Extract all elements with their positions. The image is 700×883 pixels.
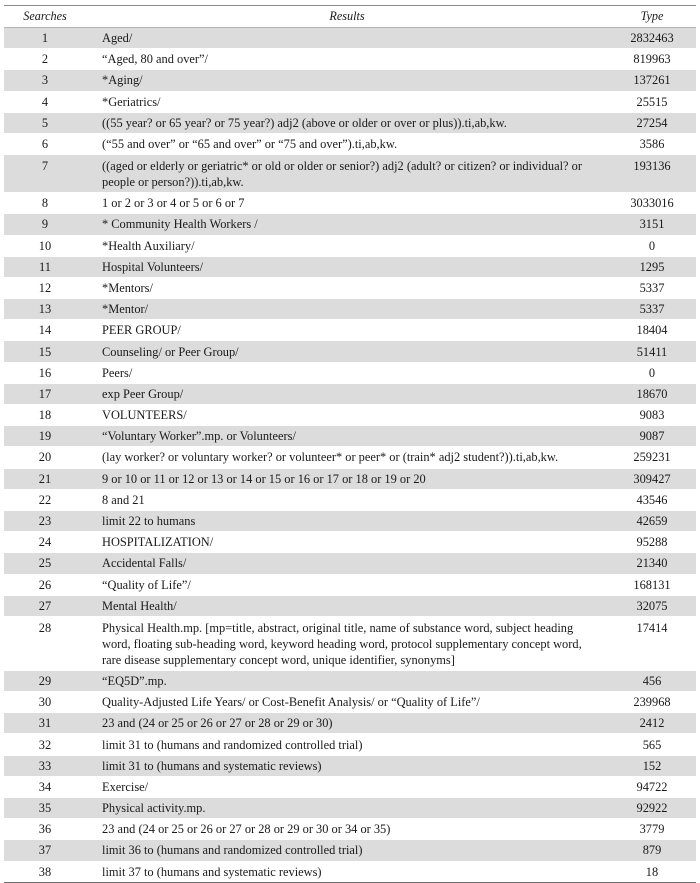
result-count: 17414 — [636, 620, 668, 635]
search-query: Physical activity.mp. — [86, 798, 608, 819]
result-count: 51411 — [608, 341, 696, 362]
result-count: 456 — [608, 670, 696, 691]
table-row — [4, 595, 696, 616]
search-number: 15 — [4, 341, 86, 362]
search-number: 33 — [4, 755, 86, 776]
search-number: 38 — [38, 864, 52, 879]
table-row — [4, 155, 696, 193]
table-row — [4, 616, 696, 670]
search-query: limit 31 to (humans and randomized controlled trial) — [102, 737, 363, 752]
search-number: 4 — [41, 94, 49, 109]
search-number: 19 — [4, 426, 86, 447]
search-query: Mental Health/ — [86, 595, 608, 616]
table-row — [4, 405, 696, 426]
search-query: PEER GROUP/ — [102, 323, 181, 338]
result-count: 18670 — [608, 383, 696, 404]
result-count: 3779 — [639, 822, 665, 837]
search-query: exp Peer Group/ — [86, 383, 608, 404]
search-number: 8 — [41, 196, 49, 211]
search-query: ((55 year? or 65 year? or 75 year?) adj2 (above or older or over or plus)).ti,ab,kw. — [86, 112, 608, 133]
search-number: 16 — [38, 365, 52, 380]
table-row — [4, 28, 696, 49]
result-count: 259231 — [633, 450, 671, 465]
table-row — [4, 692, 696, 713]
search-query: HOSPITALIZATION/ — [102, 535, 214, 550]
search-number: 14 — [38, 323, 52, 338]
table-row — [4, 574, 696, 595]
table-row — [4, 734, 696, 755]
search-query: “Aged, 80 and over”/ — [102, 52, 208, 67]
search-query: VOLUNTEERS/ — [102, 408, 187, 423]
search-query: (lay worker? or voluntary worker? or volunteer* or peer* or (train* adj2 student?)).ti,ab,kw. — [102, 450, 559, 465]
search-number: 24 — [38, 535, 52, 550]
table-row — [4, 133, 696, 154]
search-query: limit 37 to (humans and systematic reviews) — [102, 864, 322, 879]
search-number: 27 — [4, 595, 86, 616]
search-query: (“55 and over” or “65 and over” or “75 and over”).ti,ab,kw. — [102, 137, 398, 152]
search-query: limit 36 to (humans and randomized controlled trial) — [86, 840, 608, 861]
result-count: 5337 — [639, 280, 665, 295]
header-searches: Searches — [23, 9, 67, 23]
search-number: 17 — [4, 383, 86, 404]
search-number: 28 — [38, 620, 52, 635]
search-number: 2 — [41, 52, 49, 67]
search-query: ((aged or elderly or geriatric* or old or older or senior?) adj2 (adult? or citizen? or individual? or people or person?)).ti,ab,kw. — [86, 155, 608, 193]
result-count: 0 — [648, 365, 656, 380]
result-count: 95288 — [636, 535, 668, 550]
result-count: 18 — [645, 864, 659, 879]
result-count: 3586 — [639, 137, 665, 152]
search-number: 12 — [38, 280, 52, 295]
result-count: 0 — [648, 238, 656, 253]
table-row — [4, 798, 696, 819]
table-row — [4, 362, 696, 383]
search-number: 3 — [4, 70, 86, 91]
search-number: 11 — [4, 256, 86, 277]
result-count: 43546 — [636, 492, 668, 507]
search-number: 21 — [4, 468, 86, 489]
search-number: 23 — [4, 510, 86, 531]
table-row — [4, 510, 696, 531]
search-query: Physical Health.mp. [mp=title, abstract, original title, name of substance word, subject heading word, floating sub-heading word, keyword heading word, protocol supplementary concept word, rare disease supplementary concept word, unique identifier, synonyms] — [102, 620, 582, 667]
search-query: *Geriatrics/ — [102, 94, 161, 109]
result-count: 25515 — [636, 94, 668, 109]
search-query: “Voluntary Worker”.mp. or Volunteers/ — [86, 426, 608, 447]
result-count: 193136 — [608, 155, 696, 193]
search-number: 7 — [4, 155, 86, 193]
search-query: *Mentor/ — [86, 299, 608, 320]
search-number: 6 — [41, 137, 49, 152]
search-query: 23 and (24 or 25 or 26 or 27 or 28 or 29 or 30 or 34 or 35) — [102, 822, 391, 837]
header-results: Results — [329, 9, 365, 23]
result-count: 137261 — [608, 70, 696, 91]
search-number: 37 — [4, 840, 86, 861]
result-count: 5337 — [608, 299, 696, 320]
search-query: limit 31 to (humans and systematic reviews) — [86, 755, 608, 776]
table-row — [4, 112, 696, 133]
result-count: 879 — [608, 840, 696, 861]
search-number: 34 — [38, 779, 52, 794]
table-row — [4, 713, 696, 734]
table-row — [4, 70, 696, 91]
search-query: *Mentors/ — [102, 280, 153, 295]
table-row — [4, 383, 696, 404]
table-row — [4, 341, 696, 362]
table-row — [4, 447, 696, 468]
result-count: 168131 — [633, 577, 671, 592]
table-row — [4, 840, 696, 861]
search-query: 1 or 2 or 3 or 4 or 5 or 6 or 7 — [102, 196, 245, 211]
search-number: 18 — [38, 408, 52, 423]
search-number: 25 — [4, 553, 86, 574]
result-count: 27254 — [608, 112, 696, 133]
table-row — [4, 256, 696, 277]
search-number: 30 — [38, 695, 52, 710]
search-query: Counseling/ or Peer Group/ — [86, 341, 608, 362]
table-row — [4, 299, 696, 320]
result-count: 239968 — [633, 695, 671, 710]
search-query: limit 22 to humans — [86, 510, 608, 531]
result-count: 21340 — [608, 553, 696, 574]
table-row — [4, 235, 696, 256]
search-query: *Health Auxiliary/ — [102, 238, 195, 253]
result-count: 94722 — [636, 779, 668, 794]
table-row — [4, 277, 696, 298]
table-row — [4, 426, 696, 447]
result-count: 9087 — [608, 426, 696, 447]
table-row — [4, 861, 696, 882]
result-count: 1295 — [608, 256, 696, 277]
table-row — [4, 91, 696, 112]
table-row — [4, 776, 696, 797]
table-row — [4, 49, 696, 70]
search-number: 31 — [4, 713, 86, 734]
search-query: Peers/ — [102, 365, 133, 380]
search-query: “EQ5D”.mp. — [86, 670, 608, 691]
table-body — [4, 28, 696, 883]
search-query: *Aging/ — [86, 70, 608, 91]
search-number: 29 — [4, 670, 86, 691]
search-strategy-table — [4, 5, 696, 883]
search-number: 32 — [38, 737, 52, 752]
search-number: 36 — [38, 822, 52, 837]
table-row — [4, 320, 696, 341]
table-header-row — [4, 6, 696, 28]
search-query: * Community Health Workers / — [86, 214, 608, 235]
search-number: 5 — [4, 112, 86, 133]
result-count: 32075 — [608, 595, 696, 616]
result-count: 309427 — [608, 468, 696, 489]
search-query: 23 and (24 or 25 or 26 or 27 or 28 or 29 or 30) — [86, 713, 608, 734]
search-query: Aged/ — [86, 28, 608, 49]
table-row — [4, 532, 696, 553]
result-count: 42659 — [608, 510, 696, 531]
search-query: Exercise/ — [102, 779, 149, 794]
search-query: Hospital Volunteers/ — [86, 256, 608, 277]
search-number: 1 — [4, 28, 86, 49]
search-number: 26 — [38, 577, 52, 592]
table-row — [4, 670, 696, 691]
result-count: 819963 — [633, 52, 671, 67]
search-strategy-table-container — [4, 5, 696, 883]
search-number: 35 — [4, 798, 86, 819]
result-count: 2412 — [608, 713, 696, 734]
result-count: 92922 — [608, 798, 696, 819]
table-row — [4, 755, 696, 776]
result-count: 18404 — [636, 323, 668, 338]
result-count: 3151 — [608, 214, 696, 235]
search-query: Quality-Adjusted Life Years/ or Cost-Benefit Analysis/ or “Quality of Life”/ — [102, 695, 480, 710]
search-number: 22 — [38, 492, 52, 507]
result-count: 2832463 — [608, 28, 696, 49]
table-row — [4, 193, 696, 214]
table-row — [4, 489, 696, 510]
table-row — [4, 214, 696, 235]
table-row — [4, 819, 696, 840]
search-query: 9 or 10 or 11 or 12 or 13 or 14 or 15 or 16 or 17 or 18 or 19 or 20 — [86, 468, 608, 489]
result-count: 3033016 — [630, 196, 674, 211]
search-number: 20 — [38, 450, 52, 465]
search-query: “Quality of Life”/ — [102, 577, 191, 592]
header-type: Type — [640, 9, 664, 23]
table-row — [4, 553, 696, 574]
result-count: 152 — [608, 755, 696, 776]
search-number: 10 — [38, 238, 52, 253]
search-query: 8 and 21 — [102, 492, 145, 507]
table-row — [4, 468, 696, 489]
search-number: 9 — [4, 214, 86, 235]
search-query: Accidental Falls/ — [86, 553, 608, 574]
result-count: 9083 — [639, 408, 665, 423]
result-count: 565 — [642, 737, 662, 752]
search-number: 13 — [4, 299, 86, 320]
